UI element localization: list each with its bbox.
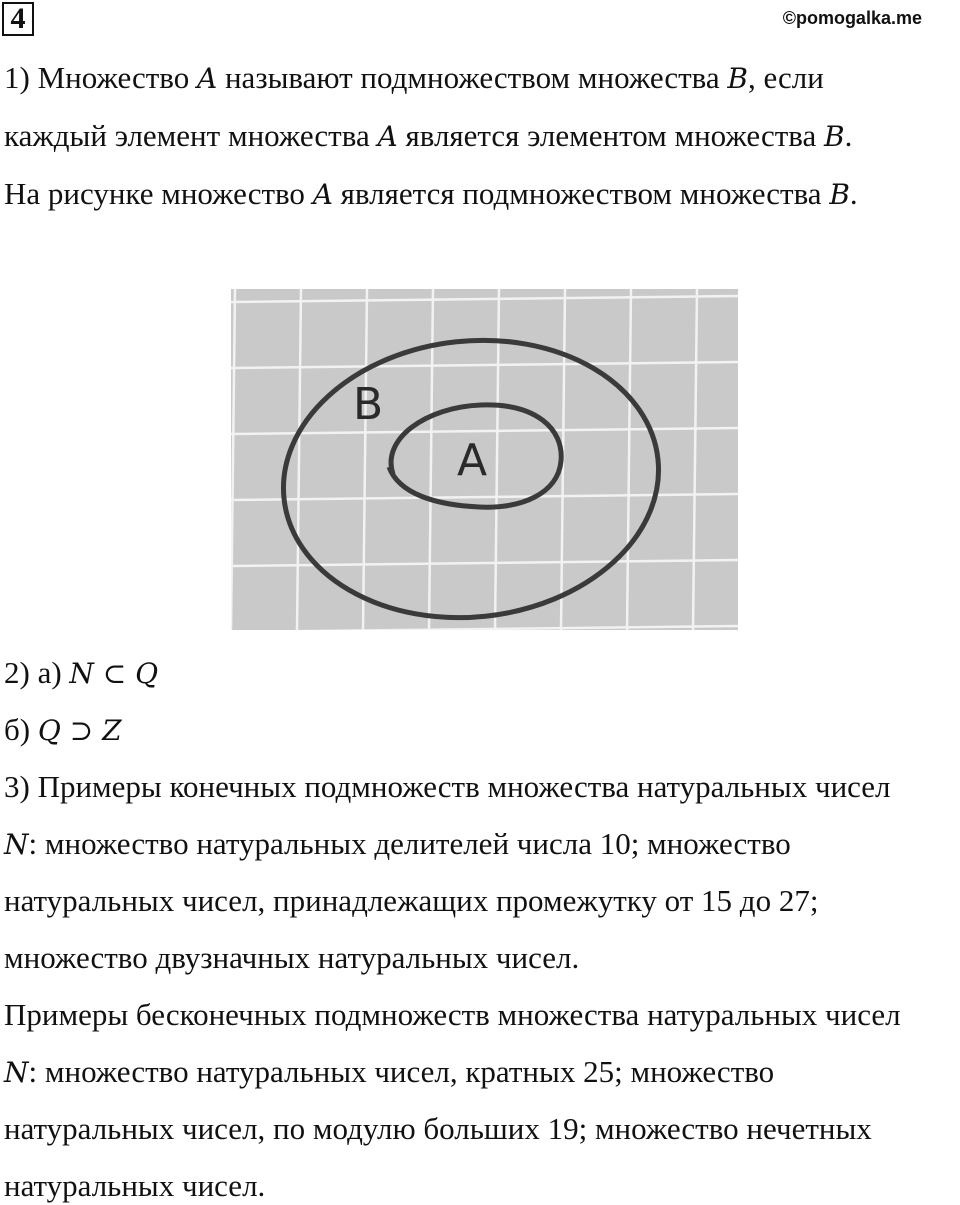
part3-line7: натуральных чисел, по модулю больших 19; множество нечетных	[4, 1111, 872, 1146]
part3-line2: N: множество натуральных делителей числа 10; множество	[4, 826, 791, 861]
watermark: ©pomogalka.me	[782, 8, 922, 28]
part1-line1: 1) Множество A называют подмножеством множества B, если	[4, 60, 824, 95]
part1-line2: каждый элемент множества A является элементом множества B.	[4, 118, 853, 153]
task-number-badge: 4	[2, 2, 34, 36]
set-b-label: B	[353, 379, 384, 430]
part1-line3: На рисунке множество A является подмножеством множества B.	[4, 176, 858, 211]
part3-line8: натуральных чисел.	[4, 1168, 266, 1203]
set-diagram-photo	[231, 289, 738, 630]
part3-line3: натуральных чисел, принадлежащих промежутку от 15 до 27;	[4, 883, 819, 918]
part2-b: б) Q ⊃ Z	[4, 712, 122, 747]
part2-a: 2) а) N ⊂ Q	[4, 655, 159, 690]
set-a-label: A	[457, 435, 488, 486]
part3-line1: 3) Примеры конечных подмножеств множества натуральных чисел	[4, 769, 891, 804]
part3-line6: N: множество натуральных чисел, кратных 25; множество	[4, 1054, 775, 1089]
part3-line5: Примеры бесконечных подмножеств множества натуральных чисел	[4, 997, 901, 1032]
part3-line4: множество двузначных натуральных чисел.	[4, 940, 580, 975]
